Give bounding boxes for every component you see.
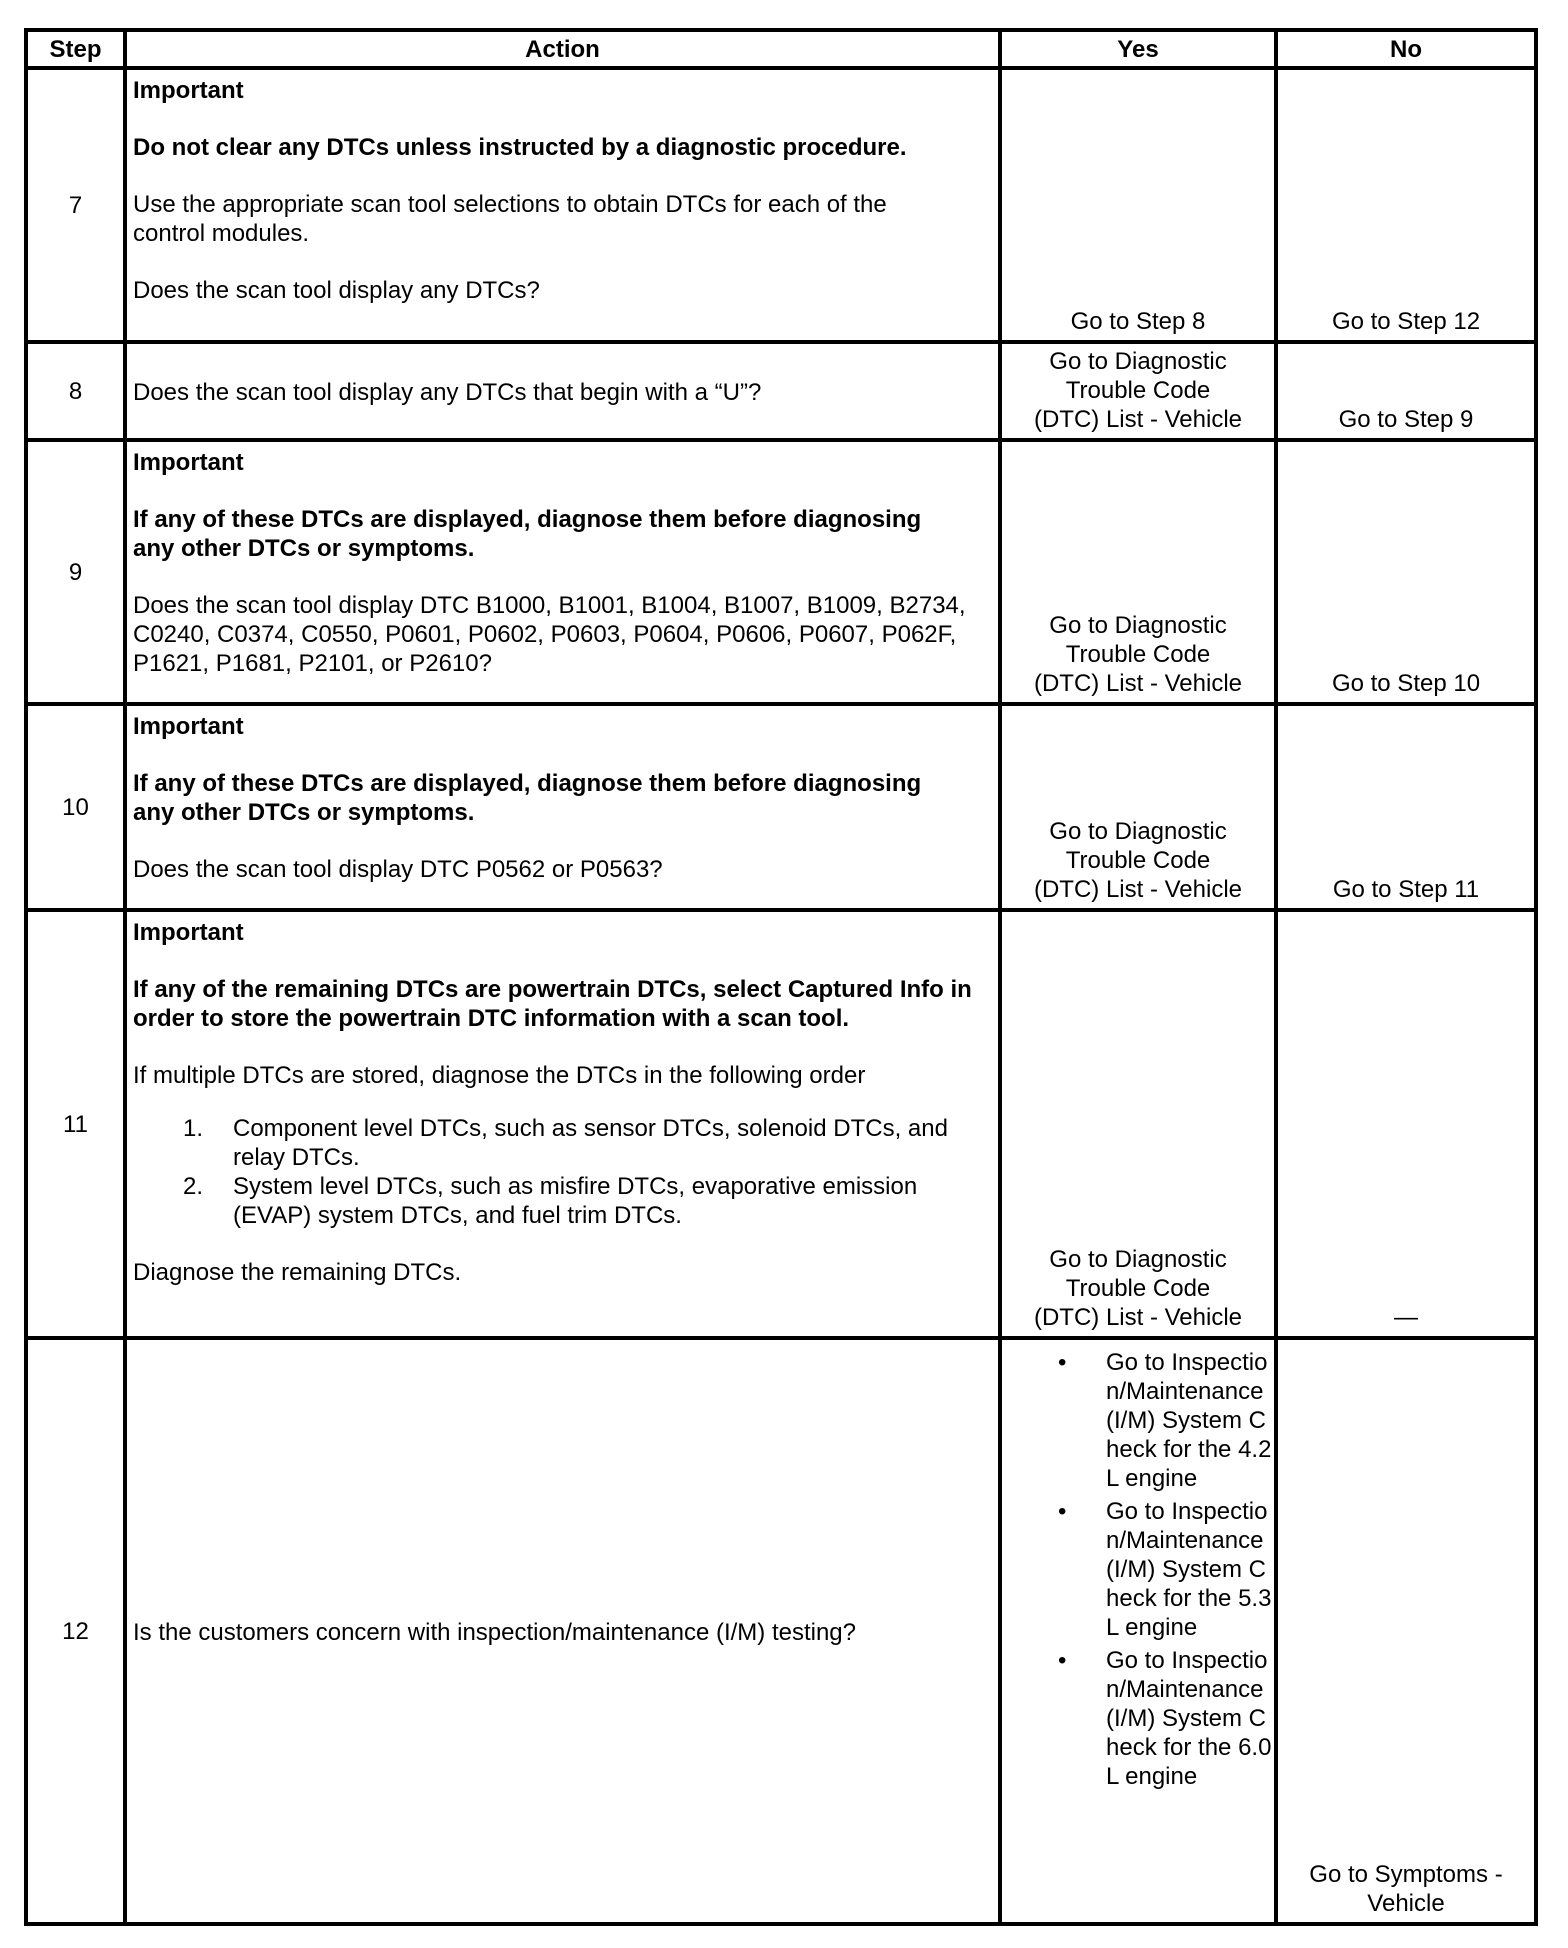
table-row-step-7 <box>26 68 1536 342</box>
list-item <box>1002 1497 1274 1642</box>
step-number: 10 <box>26 704 125 910</box>
question-text: Does the scan tool display any DTCs that begin with a “U”? <box>133 378 762 406</box>
instruction-text: If multiple DTCs are stored, diagnose the DTCs in the following order <box>133 1062 866 1089</box>
no-cell: — <box>1276 910 1536 1338</box>
step-number: 7 <box>26 68 125 342</box>
important-note: If any of the remaining DTCs are powertrain DTCs, select Captured Info in order to store the powertrain DTC information with a scan tool. <box>133 976 972 1032</box>
list-item <box>1002 1348 1274 1493</box>
step-number: 12 <box>26 1338 125 1924</box>
table-row-step-12 <box>26 1338 1536 1924</box>
list-number: 2. <box>183 1173 204 1200</box>
no-cell: Go to Step 11 <box>1276 704 1536 910</box>
yes-cell: Go to Diagnostic Trouble Code (DTC) List - Vehicle <box>1000 440 1276 704</box>
important-label: Important <box>133 713 244 740</box>
table-row-step-11 <box>26 910 1536 1338</box>
bullet-icon: • <box>1058 1349 1067 1376</box>
header-action: Action <box>125 30 1000 68</box>
important-label: Important <box>133 77 244 104</box>
yes-cell: Go to Diagnostic Trouble Code (DTC) List - Vehicle <box>1000 704 1276 910</box>
bullet-icon: • <box>1058 1647 1067 1674</box>
action-cell <box>125 342 1000 440</box>
table-row-step-9 <box>26 440 1536 704</box>
yes-cell: Go to Diagnostic Trouble Code (DTC) List - Vehicle <box>1000 910 1276 1338</box>
list-text: Go to Inspection/Maintenance (I/M) System Check for the 6.0L engine <box>1106 1647 1272 1790</box>
list-text: Component level DTCs, such as sensor DTCs, solenoid DTCs, and relay DTCs. <box>233 1115 948 1171</box>
list-item <box>133 1114 992 1172</box>
question-text: Diagnose the remaining DTCs. <box>133 1259 462 1286</box>
important-note: If any of these DTCs are displayed, diagnose them before diagnosing any other DTCs or symptoms. <box>133 506 922 562</box>
important-label: Important <box>133 449 244 476</box>
diagnostic-table <box>24 28 1538 1926</box>
action-cell <box>125 910 1000 1338</box>
action-cell <box>125 704 1000 910</box>
important-note: Do not clear any DTCs unless instructed by a diagnostic procedure. <box>133 134 907 161</box>
list-text: Go to Inspection/Maintenance (I/M) System Check for the 5.3L engine <box>1106 1498 1272 1641</box>
step-number: 9 <box>26 440 125 704</box>
list-text: Go to Inspection/Maintenance (I/M) System Check for the 4.2L engine <box>1106 1349 1272 1492</box>
no-cell: Go to Step 10 <box>1276 440 1536 704</box>
yes-cell: Go to Diagnostic Trouble Code (DTC) List - Vehicle <box>1000 342 1276 440</box>
no-cell: Go to Step 9 <box>1276 342 1536 440</box>
no-cell: Go to Symptoms - Vehicle <box>1276 1338 1536 1924</box>
instruction-text: Use the appropriate scan tool selections to obtain DTCs for each of the control modules. <box>133 191 887 247</box>
header-no: No <box>1276 30 1536 68</box>
list-number: 1. <box>183 1115 204 1142</box>
question-text: Is the customers concern with inspection/maintenance (I/M) testing? <box>133 1618 856 1646</box>
table-row-step-10 <box>26 704 1536 910</box>
step-number: 11 <box>26 910 125 1338</box>
question-text: Does the scan tool display any DTCs? <box>133 277 540 304</box>
question-text: Does the scan tool display DTC B1000, B1001, B1004, B1007, B1009, B2734, C0240, C0374, C0550, P0601, P0602, P0603, P0604, P0606, P0607, P062F, P1621, P1681, P2101, or P2610? <box>133 592 966 677</box>
action-cell <box>125 440 1000 704</box>
yes-cell <box>1000 1338 1276 1924</box>
header-row <box>26 30 1536 68</box>
question-text: Does the scan tool display DTC P0562 or P0563? <box>133 856 663 883</box>
list-item <box>133 1172 992 1230</box>
list-text: System level DTCs, such as misfire DTCs, evaporative emission (EVAP) system DTCs, and fuel trim DTCs. <box>233 1173 918 1229</box>
step-number: 8 <box>26 342 125 440</box>
list-item <box>1002 1646 1274 1791</box>
important-note: If any of these DTCs are displayed, diagnose them before diagnosing any other DTCs or symptoms. <box>133 770 922 826</box>
table-row-step-8 <box>26 342 1536 440</box>
yes-bullet-list <box>1002 1348 1274 1791</box>
bullet-icon: • <box>1058 1498 1067 1525</box>
yes-cell: Go to Step 8 <box>1000 68 1276 342</box>
no-cell: Go to Step 12 <box>1276 68 1536 342</box>
important-label: Important <box>133 919 244 946</box>
header-yes: Yes <box>1000 30 1276 68</box>
ordered-list <box>133 1114 992 1230</box>
header-step: Step <box>26 30 125 68</box>
action-cell <box>125 68 1000 342</box>
action-cell <box>125 1338 1000 1924</box>
